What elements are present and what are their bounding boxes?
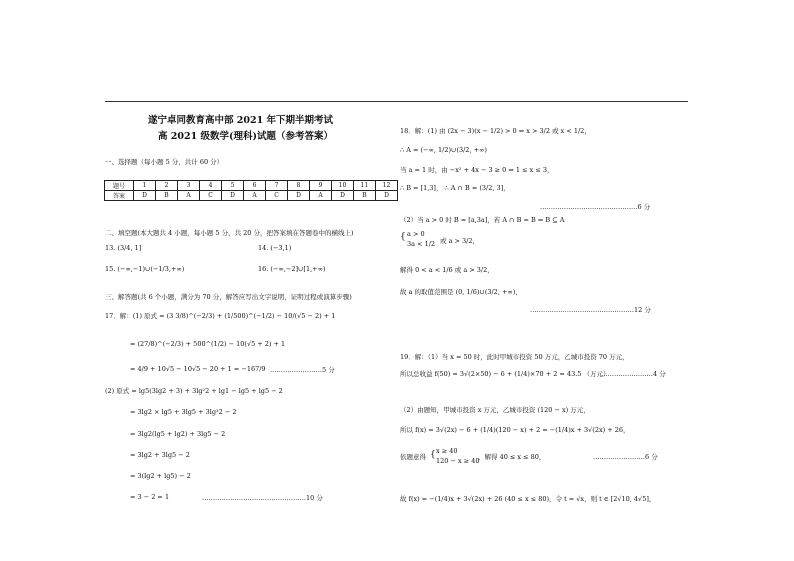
answer-14: 14. (−3,1): [258, 244, 292, 252]
table-header-cell: 题号: [105, 181, 134, 191]
table-cell: 1: [134, 181, 156, 191]
q17-2-line3: = 3lg2(lg5 + lg2) + 3lg5 − 2: [130, 430, 226, 438]
brace-symbol: {: [400, 232, 406, 242]
q17-2-score: …………………………………………10 分: [202, 494, 323, 502]
answer-15: 15. (−∞,−1)∪(−1/3,+∞): [105, 265, 185, 273]
q18-line3: 当 a = 1 时，由 −x² + 4x − 3 ≥ 0 ⇒ 1 ≤ x ≤ 3，: [400, 166, 554, 174]
q18-sys-or: 或 a > 3/2，: [440, 237, 479, 245]
table-cell: 2: [156, 181, 178, 191]
answer-table: [104, 180, 398, 201]
q18-sys2: 3a < 1/2: [407, 240, 436, 248]
q19-score2: ……………………6 分: [593, 453, 658, 461]
q18-score1: ………………………………………6 分: [540, 203, 651, 211]
q19-score1: ……………………4 分: [601, 370, 666, 378]
table-cell: 4: [200, 181, 222, 191]
table-cell: B: [156, 191, 178, 201]
table-cell: 3: [178, 181, 200, 191]
table-cell: D: [332, 191, 354, 201]
q17-2-line6: = 3 − 2 = 1: [130, 493, 170, 501]
table-cell: D: [376, 191, 398, 201]
table-cell: B: [354, 191, 376, 201]
q17-line1: 17．解：(1) 原式 = (3 3/8)^(−2/3) + (1/500)^(−1/2) − 10/(√5 − 2) + 1: [105, 312, 336, 320]
q18-line8: 故 a 的取值范围是 (0, 1/6)∪(3/2, +∞)，: [400, 288, 522, 296]
table-cell: A: [310, 191, 332, 201]
q17-line3: = 4/9 + 10√5 − 10√5 − 20 + 1 = −167/9: [130, 365, 266, 373]
table-cell: A: [178, 191, 200, 201]
exam-title: 遂宁卓同教育高中部 2021 年下期半期考试: [148, 115, 334, 126]
header-rule: [105, 101, 688, 102]
table-cell: D: [134, 191, 156, 201]
q19-line5-pre: 依题意得: [400, 453, 426, 461]
table-cell: C: [266, 191, 288, 201]
q18-line1: 18．解：(1) 由 (2x − 3)(x − 1/2) > 0 ⇒ x > 3/2 或 x < 1/2，: [400, 127, 591, 135]
q19-line3: （2）由题知，甲城市投资 x 万元，乙城市投资 (120 − x) 万元，: [400, 406, 590, 414]
exam-subtitle: 高 2021 级数学(理科)试题（参考答案）: [158, 131, 334, 142]
answer-13: 13. (3/4, 1]: [105, 244, 142, 252]
q19-sys1: x ≥ 40: [436, 447, 458, 455]
q18-line4: ∴ B = [1,3]， ∴ A ∩ B = (3/2, 3]，: [400, 184, 510, 192]
q17-2-line2: = 3lg2 × lg5 + 3lg5 + 3lg²2 − 2: [130, 408, 237, 416]
q18-line7: 解得 0 < a < 1/6 或 a > 3/2，: [400, 266, 494, 274]
q18-line2: ∴ A = (−∞, 1/2)∪(3/2, +∞): [400, 146, 487, 154]
q17-2-line1: (2) 原式 = lg5(3lg2 + 3) + 3lg²2 + lg1 − lg5 + lg5 − 2: [105, 387, 283, 395]
table-cell: 8: [288, 181, 310, 191]
table-cell: 7: [266, 181, 288, 191]
table-cell: D: [222, 191, 244, 201]
table-cell: D: [288, 191, 310, 201]
q19-line6: 故 f(x) = −(1/4)x + 3√(2x) + 26 (40 ≤ x ≤ 80)，令 t = √x，则 t ∈ [2√10, 4√5]，: [400, 495, 656, 503]
table-cell: 11: [354, 181, 376, 191]
table-cell: C: [200, 191, 222, 201]
table-cell: 12: [376, 181, 398, 191]
section2-heading: 二、填空题(本大题共 4 小题，每小题 5 分，共 20 分，把答案填在答题卷中的横线上): [105, 229, 354, 237]
brace-symbol: {: [430, 450, 436, 460]
q18-line5: （2）当 a > 0 时 B = [a,3a]，若 A ∩ B = B ⇒ B ⊆ A: [400, 216, 565, 224]
q17-2-line4: = 3lg2 + 3lg5 − 2: [130, 451, 190, 459]
answer-16: 16. (−∞,−2]∪[1,+∞): [258, 265, 326, 273]
table-cell: 5: [222, 181, 244, 191]
section3-heading: 三、解答题(共 6 个小题，满分为 70 分，解答应写出文字说明，证明过程或演算步骤): [105, 293, 352, 301]
section1-heading: 一、选择题（每小题 5 分，共计 60 分）: [105, 158, 224, 166]
table-cell: A: [244, 191, 266, 201]
q17-2-line5: = 3(lg2 + lg5) − 2: [130, 472, 191, 480]
q19-line5-tail: ，解得 40 ≤ x ≤ 80，: [478, 453, 546, 461]
table-row: [105, 181, 398, 191]
q18-score2: …………………………………………12 分: [530, 306, 651, 314]
q19-line2: 所以总收益 f(50) = 3√(2×50) − 6 + (1/4)×70 + 2 = 43.5 （万元）: [400, 370, 610, 378]
table-row: [105, 191, 398, 201]
q19-sys2: 120 − x ≥ 40: [436, 457, 480, 465]
table-cell: 10: [332, 181, 354, 191]
table-cell: 6: [244, 181, 266, 191]
table-header-cell: 答案: [105, 191, 134, 201]
q19-line4: 所以 f(x) = 3√(2x) − 6 + (1/4)(120 − x) + 2 = −(1/4)x + 3√(2x) + 26，: [400, 426, 630, 434]
q17-score1: ……………………5 分: [270, 366, 335, 374]
q17-line2: = (27/8)^(−2/3) + 500^(1/2) − 10(√5 + 2) + 1: [130, 340, 286, 348]
q18-sys1: a > 0: [407, 230, 425, 238]
q19-line1: 19．解：（1）当 x = 50 时，此时甲城市投资 50 万元，乙城市投资 70 万元，: [400, 353, 629, 361]
table-cell: 9: [310, 181, 332, 191]
